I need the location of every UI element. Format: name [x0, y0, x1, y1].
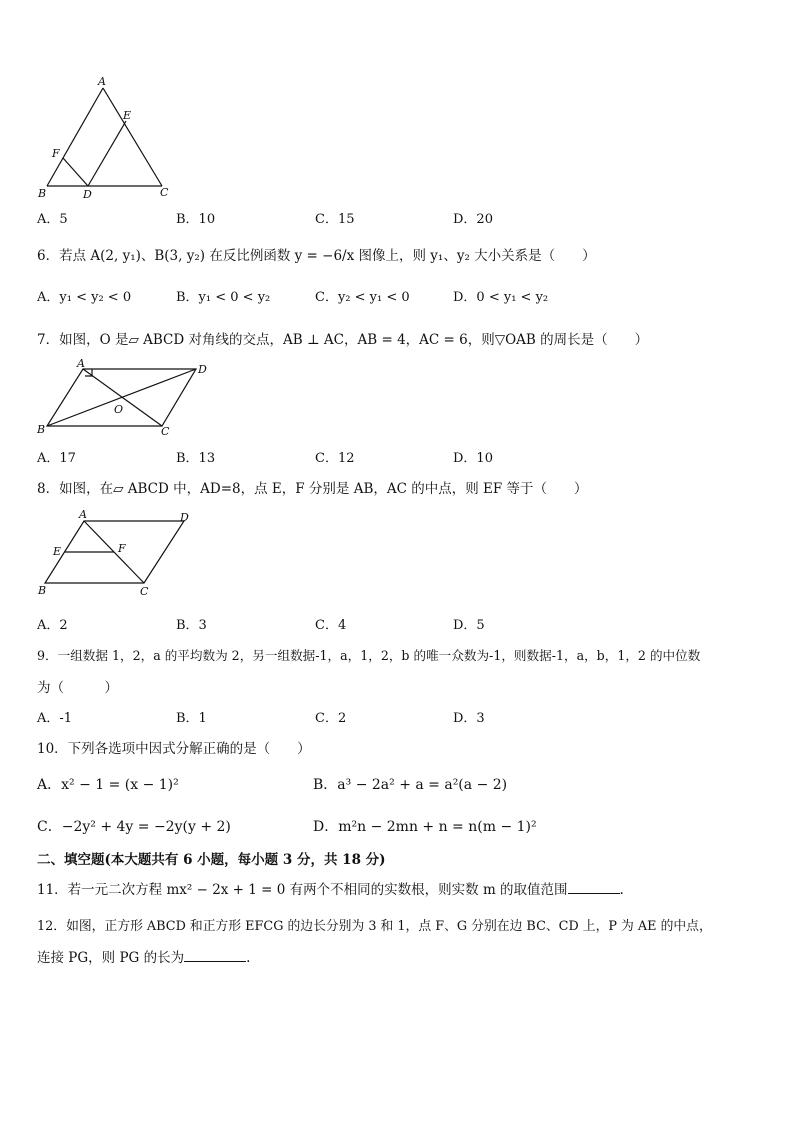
q7-option-b: B．13: [176, 451, 216, 466]
q9-option-b: B．1: [176, 711, 207, 726]
label-C: C: [161, 425, 170, 438]
label-B: B: [37, 423, 46, 436]
label-C: C: [160, 186, 169, 199]
q6-text: 6．若点 A(2, y₁)、B(3, y₂) 在反比例函数 y = −6/x 图像上，则 y₁、y₂ 大小关系是（ ）: [37, 248, 596, 264]
label-D: D: [198, 363, 207, 376]
q6-option-c: C．y₂ < y₁ < 0: [315, 290, 410, 305]
label-B: B: [38, 187, 47, 200]
q11-stem: 11．若一元二次方程 mx² − 2x + 1 = 0 有两个不相同的实数根，则实数 m 的取值范围: [37, 882, 568, 898]
q12-tail: .: [246, 950, 251, 966]
q5-option-a: A．5: [37, 212, 68, 227]
q9-text-line2: 为（ ）: [37, 680, 118, 696]
q10-option-b: B．a³ − 2a² + a = a²(a − 2): [313, 777, 508, 793]
q9-option-d: D．3: [453, 711, 485, 726]
label-F: F: [52, 147, 60, 160]
q10-option-d: D．m²n − 2mn + n = n(m − 1)²: [313, 819, 537, 835]
label-D: D: [180, 511, 189, 524]
q7-text: 7．如图，O 是▱ ABCD 对角线的交点，AB ⊥ AC，AB = 4，AC = 6，则▽OAB 的周长是（ ）: [37, 332, 649, 348]
label-O: O: [114, 403, 124, 416]
label-F: F: [118, 542, 126, 555]
label-A: A: [98, 75, 106, 88]
q8-option-b: B．3: [176, 618, 207, 633]
section-title: 二、填空题(本大题共有 6 小题，每小题 3 分，共 18 分): [37, 852, 386, 868]
q6-option-a: A．y₁ < y₂ < 0: [37, 290, 132, 305]
q6-option-b: B．y₁ < 0 < y₂: [176, 290, 271, 305]
q8-text: 8．如图，在▱ ABCD 中，AD=8，点 E，F 分别是 AB，AC 的中点，则 EF 等于（ ）: [37, 481, 588, 497]
q10-text: 10．下列各选项中因式分解正确的是（ ）: [37, 741, 311, 757]
q10-option-a: A．x² − 1 = (x − 1)²: [37, 777, 179, 793]
label-E: E: [123, 109, 132, 122]
q9-option-a: A．-1: [37, 711, 73, 726]
label-E: E: [53, 545, 62, 558]
q12-text-line2: [37, 946, 250, 966]
q7-option-a: A．17: [37, 451, 76, 466]
q6-option-d: D．0 < y₁ < y₂: [453, 290, 549, 305]
label-C: C: [140, 585, 149, 598]
q9-option-c: C．2: [315, 711, 347, 726]
q5-option-c: C．15: [315, 212, 355, 227]
q8-option-a: A．2: [37, 618, 68, 633]
q10-option-c: C．−2y² + 4y = −2y(y + 2): [37, 819, 231, 835]
q11-tail: .: [619, 882, 624, 898]
q7-option-d: D．10: [453, 451, 493, 466]
q8-option-d: D．5: [453, 618, 485, 633]
q12-stem: 连接 PG，则 PG 的长为: [37, 950, 185, 966]
label-B: B: [38, 584, 47, 597]
label-D: D: [83, 188, 92, 201]
q11-text: [37, 878, 624, 898]
q5-option-d: D．20: [453, 212, 493, 227]
label-A: A: [77, 357, 85, 370]
q9-text-line1: 9．一组数据 1，2，a 的平均数为 2，另一组数据-1，a，1，2，b 的唯一众数为-1，则数据-1，a，b，1，2 的中位数: [37, 648, 701, 663]
q5-option-b: B．10: [176, 212, 216, 227]
answer-blank: [568, 892, 620, 894]
label-A: A: [79, 508, 87, 521]
q7-option-c: C．12: [315, 451, 355, 466]
q12-text-line1: 12．如图，正方形 ABCD 和正方形 EFCG 的边长分别为 3 和 1，点 F、G 分别在边 BC、CD 上，P 为 AE 的中点，: [37, 919, 712, 934]
answer-blank: [184, 960, 246, 962]
q8-option-c: C．4: [315, 618, 347, 633]
